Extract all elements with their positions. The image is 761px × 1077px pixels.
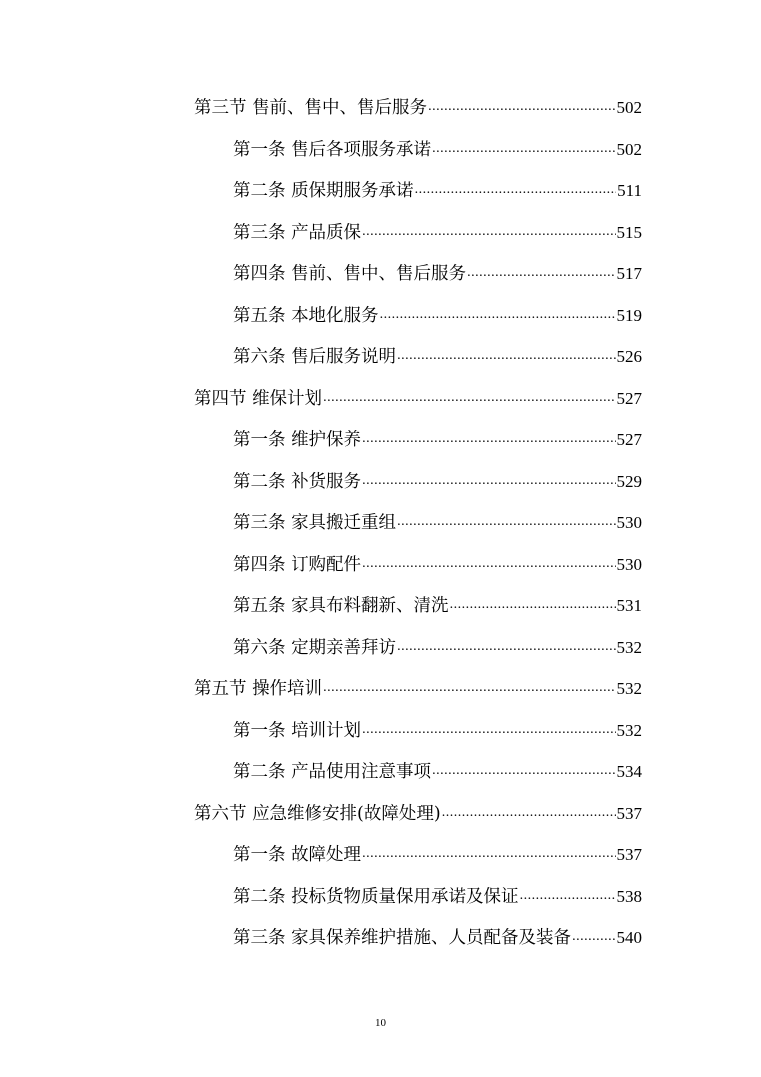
toc-entry-page: 502 [616,139,642,159]
dot-leader [428,97,615,119]
toc-entry-page: 538 [616,886,642,906]
toc-entry[interactable] [233,629,642,659]
toc-entry-page: 515 [616,222,642,242]
toc-entry-label: 第一条 维护保养 [233,430,362,450]
dot-leader [432,139,615,161]
toc-entry-label: 第二条 投标货物质量保用承诺及保证 [233,886,519,907]
dot-leader [362,471,615,493]
toc-entry-label: 第三条 产品质保 [233,222,362,243]
toc-entry[interactable] [233,587,642,617]
dot-leader [362,222,615,244]
toc-entry-page: 532 [616,720,642,740]
dot-leader [397,512,615,534]
toc-entry-label: 第六条 定期亲善拜访 [233,637,397,658]
toc-entry-label: 第二条 质保期服务承诺 [233,181,414,201]
toc-entry[interactable] [233,172,642,202]
toc-entry-label: 第四条 订购配件 [233,554,362,575]
toc-entry[interactable] [233,338,642,368]
toc-entry[interactable] [233,712,642,742]
page-number: 10 [375,1017,386,1029]
dot-leader [442,803,616,825]
toc-entry[interactable] [233,504,642,534]
toc-entry-label: 第四条 售前、售中、售后服务 [233,264,467,284]
toc-entry[interactable] [233,919,642,949]
dot-leader [432,761,615,783]
toc-entry-label: 第四节 维保计划 [194,388,323,409]
dot-leader [415,180,617,202]
toc-entry-label: 第五条 本地化服务 [233,305,379,326]
dot-leader [380,305,616,327]
toc-entry-label: 第二条 补货服务 [233,471,362,492]
dot-leader [467,263,615,285]
toc-entry-label: 第五条 家具布料翻新、清洗 [233,596,449,616]
dot-leader [397,637,615,659]
toc-entry[interactable] [194,670,642,700]
toc-entry-page: 531 [616,596,642,615]
dot-leader [520,886,616,908]
toc-entry-page: 537 [616,803,642,823]
toc-entry-label: 第六节 应急维修安排(故障处理) [194,803,441,824]
toc-entry[interactable] [233,421,642,451]
toc-entry-page: 530 [616,513,642,532]
dot-leader [362,429,615,451]
toc-entry-page: 530 [616,554,642,574]
dot-leader [397,346,615,368]
toc-entry-page: 540 [616,928,642,947]
dot-leader [323,388,615,410]
toc-entry[interactable] [233,214,642,244]
toc-entry-page: 527 [616,388,642,408]
toc-entry[interactable] [194,89,642,119]
toc-entry[interactable] [233,753,642,783]
toc-entry-label: 第三条 家具搬迁重组 [233,513,397,533]
dot-leader [450,595,616,617]
toc-entry[interactable] [233,546,642,576]
toc-entry[interactable] [233,463,642,493]
dot-leader [362,720,615,742]
toc-entry-page: 527 [616,430,642,449]
toc-entry-page: 526 [616,347,642,366]
toc-entry-page: 532 [616,679,642,698]
toc-entry-page: 517 [616,264,642,283]
toc-entry[interactable] [233,297,642,327]
toc-entry-page: 537 [616,845,642,864]
toc-entry-page: 519 [616,305,642,325]
toc-entry-page: 529 [616,471,642,491]
toc-entry-label: 第三节 售前、售中、售后服务 [194,98,428,118]
toc-entry-label: 第一条 故障处理 [233,845,362,865]
toc-entry[interactable] [233,131,642,161]
toc-entry-label: 第一条 售后各项服务承诺 [233,139,432,160]
dot-leader [362,844,615,866]
toc-entry-page: 502 [616,98,642,117]
toc-entry-page: 532 [616,637,642,657]
toc-entry-page: 511 [617,181,642,200]
toc-entry-page: 534 [616,762,642,781]
toc-entry[interactable] [194,795,642,825]
dot-leader [572,927,615,949]
dot-leader [362,554,615,576]
toc-entry-label: 第二条 产品使用注意事项 [233,762,432,782]
toc-entry-label: 第一条 培训计划 [233,720,362,741]
toc-entry[interactable] [194,380,642,410]
toc-entry-label: 第五节 操作培训 [194,679,323,699]
toc-entry-label: 第三条 家具保养维护措施、人员配备及装备 [233,928,572,948]
toc-entry[interactable] [233,836,642,866]
toc-entry-label: 第六条 售后服务说明 [233,347,397,367]
dot-leader [323,678,615,700]
toc-entry[interactable] [233,878,642,908]
toc-entry[interactable] [233,255,642,285]
